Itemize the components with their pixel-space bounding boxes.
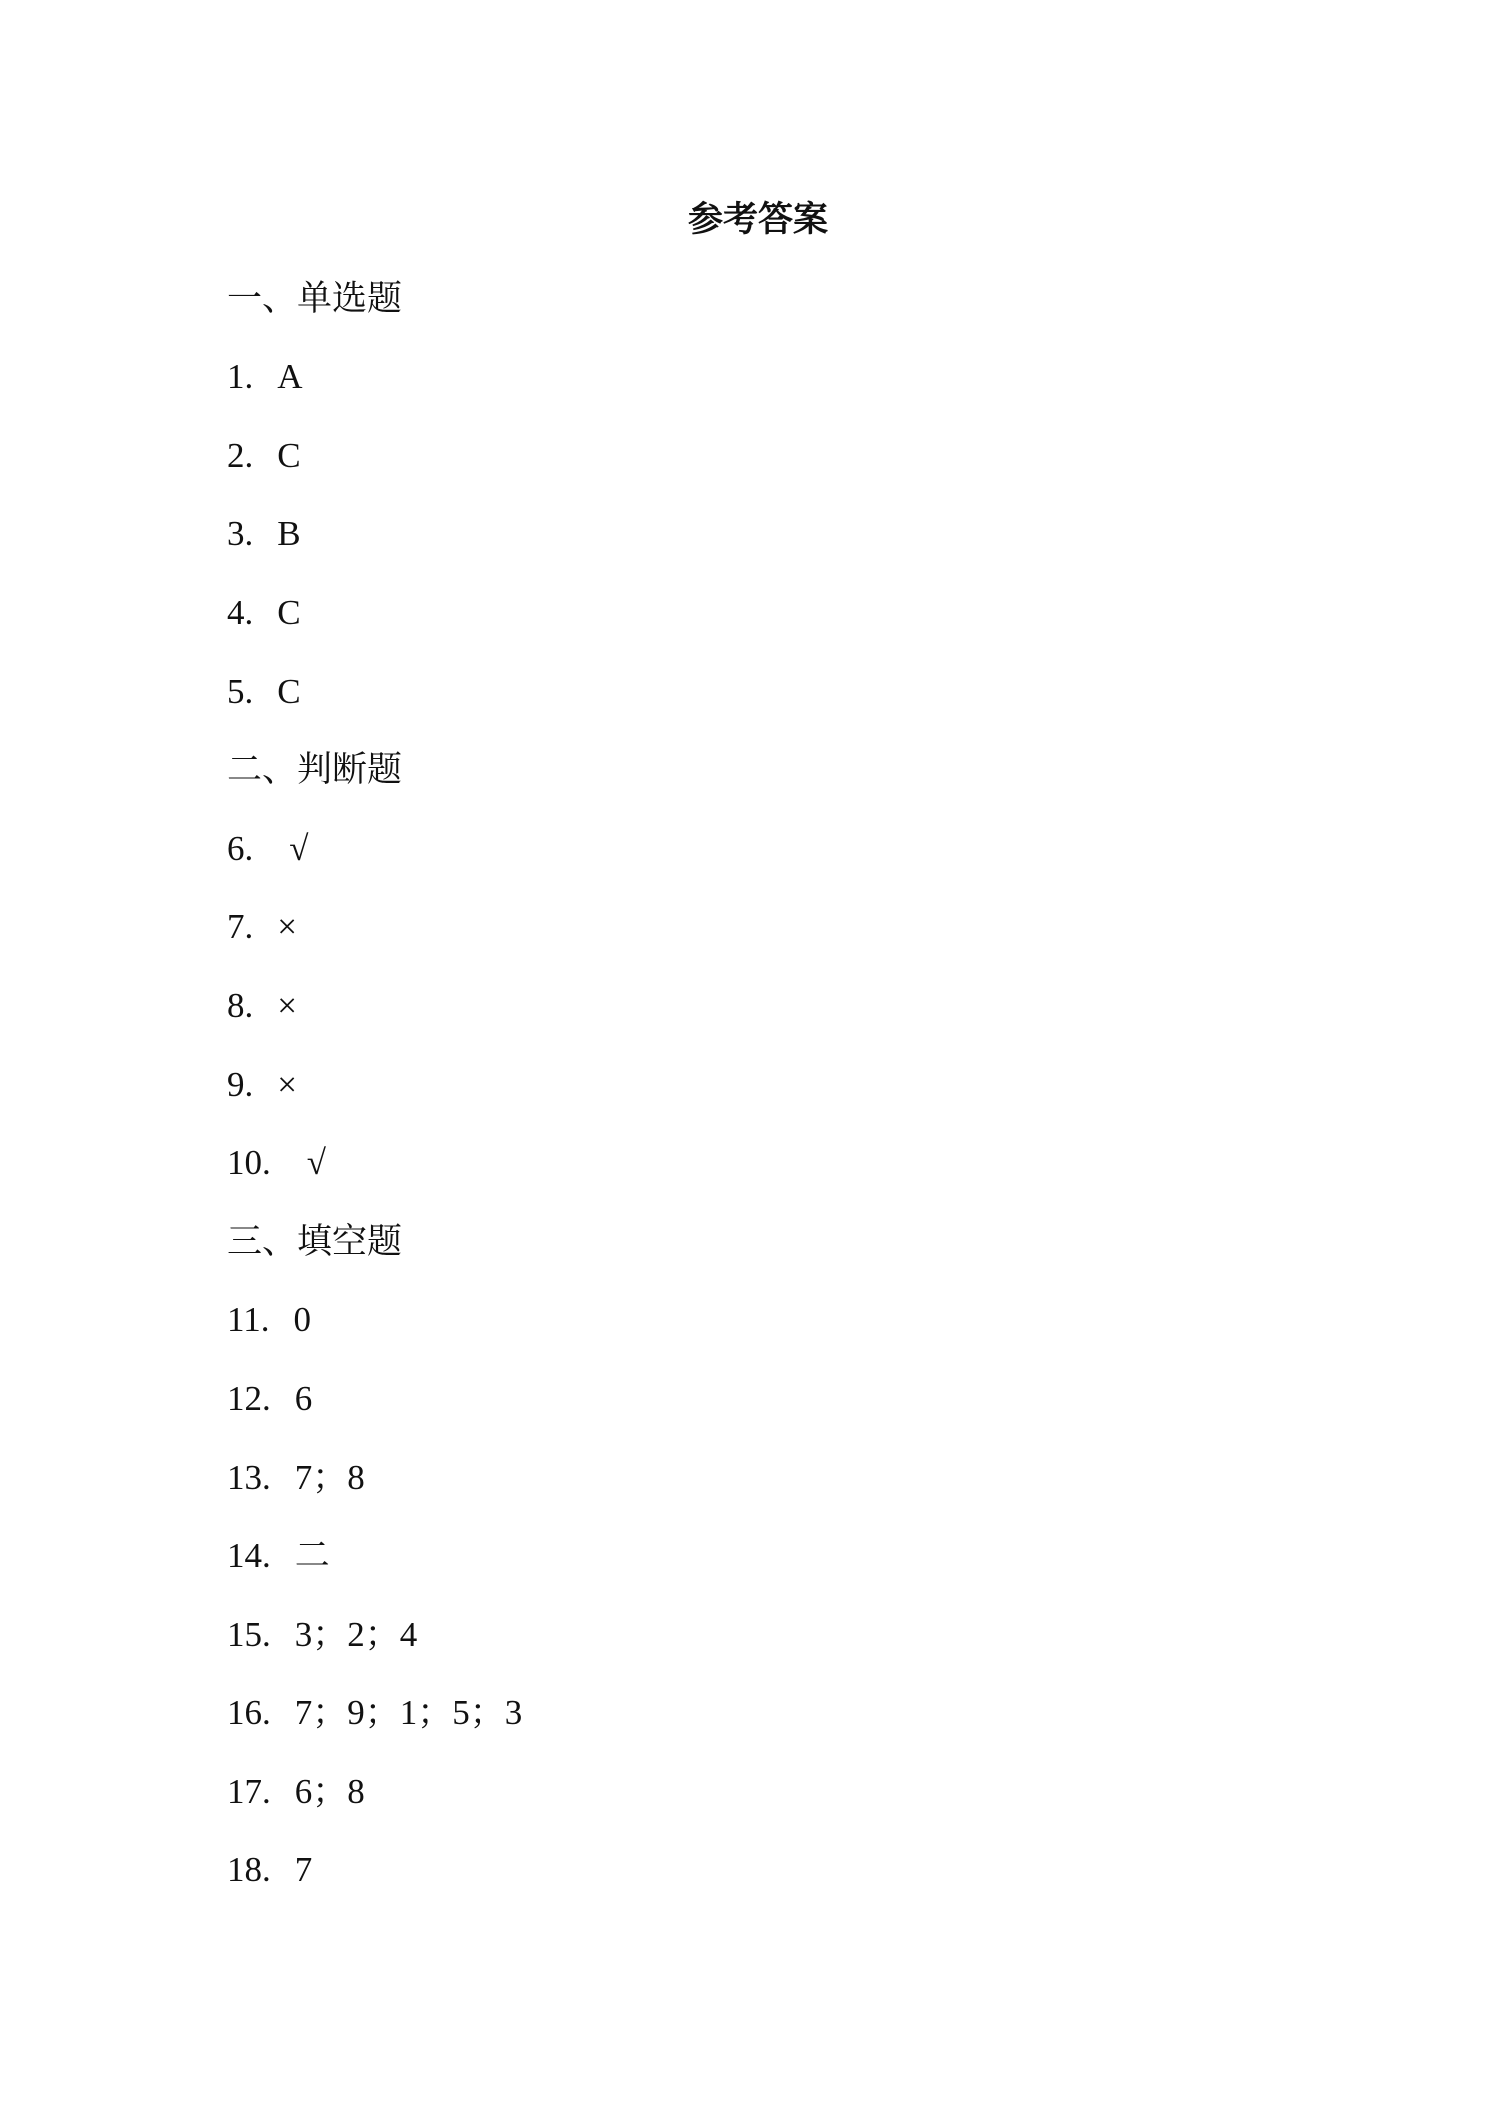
answer-item xyxy=(227,1124,1327,1203)
answer-item xyxy=(227,653,1327,732)
answer-item xyxy=(227,1281,1327,1360)
answer-value: 6；8 xyxy=(294,1771,365,1811)
answer-value: 二 xyxy=(294,1536,330,1576)
answer-item xyxy=(227,1439,1327,1518)
answer-value: C xyxy=(277,671,301,711)
answer-item xyxy=(227,574,1327,653)
answer-value: × xyxy=(277,1064,297,1104)
answer-key-document xyxy=(227,181,1327,1910)
section-heading-single-choice: 一、单选题 xyxy=(227,278,403,318)
answer-value: C xyxy=(277,435,301,475)
answer-value: 7；8 xyxy=(294,1457,365,1497)
section-heading-true-false: 二、判断题 xyxy=(227,750,403,790)
question-number: 12. xyxy=(227,1378,271,1418)
question-number: 1. xyxy=(227,357,254,397)
answer-value: 3；2；4 xyxy=(294,1614,418,1654)
answer-item xyxy=(227,967,1327,1046)
answer-value: √ xyxy=(306,1143,326,1183)
question-number: 7. xyxy=(227,907,254,947)
question-number: 9. xyxy=(227,1064,254,1104)
answer-item xyxy=(227,1596,1327,1675)
section-heading-fill-in-blank: 三、填空题 xyxy=(227,1221,403,1261)
answer-item xyxy=(227,1517,1327,1596)
question-number: 15. xyxy=(227,1614,271,1654)
answer-value: C xyxy=(277,592,301,632)
question-number: 17. xyxy=(227,1771,271,1811)
answer-item xyxy=(227,1046,1327,1125)
answer-value: √ xyxy=(289,828,309,868)
answer-item xyxy=(227,1831,1327,1910)
answer-item xyxy=(227,1360,1327,1439)
answer-value: 7 xyxy=(294,1850,313,1890)
answer-item xyxy=(227,1753,1327,1832)
answer-item xyxy=(227,810,1327,889)
answer-value: 6 xyxy=(294,1378,313,1418)
question-number: 14. xyxy=(227,1536,271,1576)
question-number: 11. xyxy=(227,1300,270,1340)
answer-value: B xyxy=(277,514,301,554)
question-number: 2. xyxy=(227,435,254,475)
question-number: 3. xyxy=(227,514,254,554)
answer-value: × xyxy=(277,907,297,947)
question-number: 8. xyxy=(227,985,254,1025)
page-title: 参考答案 xyxy=(687,200,828,240)
question-number: 10. xyxy=(227,1143,271,1183)
answer-value: × xyxy=(277,985,297,1025)
question-number: 4. xyxy=(227,592,254,632)
answer-value: 7；9；1；5；3 xyxy=(294,1693,523,1733)
question-number: 13. xyxy=(227,1457,271,1497)
answer-item xyxy=(227,1674,1327,1753)
question-number: 18. xyxy=(227,1850,271,1890)
answer-value: A xyxy=(277,357,303,397)
question-number: 16. xyxy=(227,1693,271,1733)
answer-item xyxy=(227,495,1327,574)
answer-item xyxy=(227,888,1327,967)
answer-item xyxy=(227,338,1327,417)
question-number: 5. xyxy=(227,671,254,711)
question-number: 6. xyxy=(227,828,254,868)
answer-item xyxy=(227,417,1327,496)
answer-value: 0 xyxy=(293,1300,311,1340)
